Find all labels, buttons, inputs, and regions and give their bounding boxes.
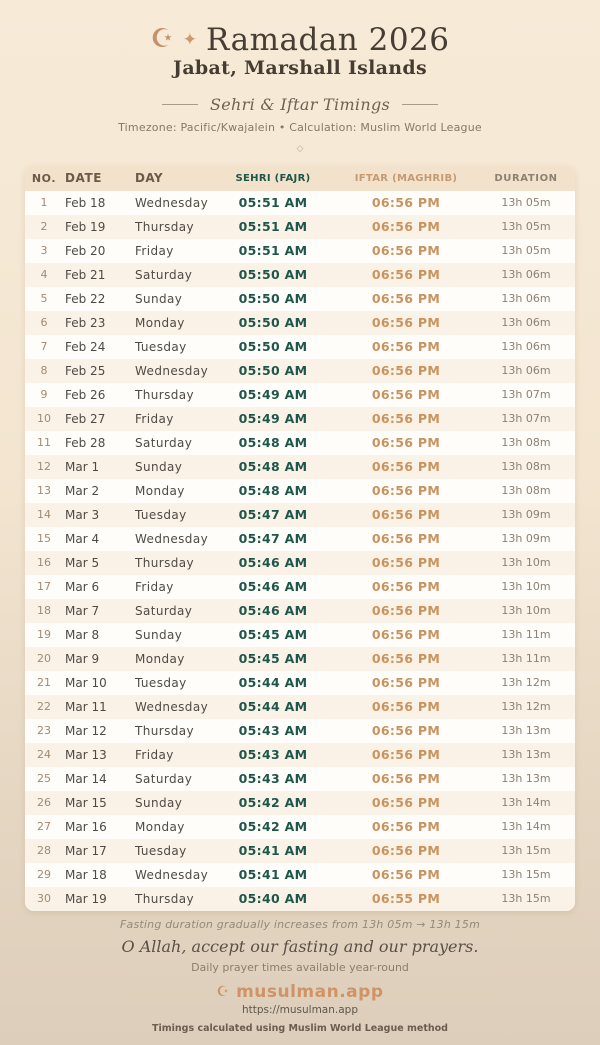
row-duration: 13h 06m (501, 364, 551, 378)
row-day: Thursday (135, 555, 194, 570)
row-date: Mar 1 (65, 459, 100, 474)
table-row (25, 527, 575, 551)
row-duration: 13h 06m (501, 316, 551, 330)
brand-name: musulman.app (236, 981, 384, 1002)
row-sehri-time: 05:43 AM (238, 723, 308, 739)
location-title: Jabat, Marshall Islands (173, 56, 427, 79)
table-row (25, 863, 575, 887)
row-duration: 13h 15m (501, 892, 551, 906)
row-number: 19 (37, 628, 51, 642)
table-row (25, 287, 575, 311)
availability-text: Daily prayer times available year-round (191, 960, 409, 974)
row-number: 29 (37, 868, 51, 882)
row-day: Sunday (135, 459, 183, 474)
row-day: Monday (135, 483, 185, 498)
table-row (25, 767, 575, 791)
row-date: Mar 4 (65, 531, 100, 546)
column-header-duration: DURATION (494, 172, 558, 184)
row-date: Feb 24 (65, 339, 106, 354)
row-number: 8 (40, 364, 48, 378)
row-day: Saturday (135, 603, 193, 618)
row-sehri-time: 05:51 AM (238, 219, 308, 235)
row-iftar-time: 06:56 PM (371, 579, 441, 595)
row-iftar-time: 06:56 PM (371, 435, 441, 451)
table-body (25, 191, 575, 911)
table-row (25, 383, 575, 407)
row-iftar-time: 06:56 PM (371, 795, 441, 811)
row-duration: 13h 08m (501, 436, 551, 450)
row-duration: 13h 12m (501, 700, 551, 714)
row-day: Wednesday (135, 531, 209, 546)
table-header-row (25, 166, 575, 191)
row-day: Wednesday (135, 867, 209, 882)
row-day: Sunday (135, 291, 183, 306)
row-number: 2 (40, 220, 48, 234)
row-duration: 13h 10m (501, 604, 551, 618)
table-row (25, 191, 575, 215)
row-day: Monday (135, 651, 185, 666)
row-day: Saturday (135, 267, 193, 282)
row-sehri-time: 05:50 AM (238, 291, 308, 307)
row-date: Mar 13 (65, 747, 107, 762)
row-sehri-time: 05:40 AM (238, 891, 308, 907)
table-row (25, 695, 575, 719)
row-day: Thursday (135, 219, 194, 234)
row-duration: 13h 13m (501, 724, 551, 738)
row-duration: 13h 09m (501, 532, 551, 546)
brand-url: https://musulman.app (242, 1003, 358, 1016)
row-day: Friday (135, 747, 174, 762)
row-duration: 13h 14m (501, 796, 551, 810)
column-header-day: DAY (135, 170, 163, 185)
row-sehri-time: 05:44 AM (238, 675, 308, 691)
row-iftar-time: 06:56 PM (371, 363, 441, 379)
row-day: Friday (135, 411, 174, 426)
row-duration: 13h 07m (501, 388, 551, 402)
row-number: 13 (37, 484, 51, 498)
row-iftar-time: 06:56 PM (371, 243, 441, 259)
table-row (25, 551, 575, 575)
row-number: 18 (37, 604, 51, 618)
row-number: 16 (37, 556, 51, 570)
row-sehri-time: 05:43 AM (238, 771, 308, 787)
row-sehri-time: 05:45 AM (238, 651, 308, 667)
row-date: Mar 9 (65, 651, 100, 666)
table-row (25, 455, 575, 479)
row-sehri-time: 05:41 AM (238, 867, 308, 883)
table-row (25, 719, 575, 743)
dua-text: O Allah, accept our fasting and our prayers. (121, 936, 479, 956)
row-iftar-time: 06:55 PM (371, 891, 441, 907)
table-row (25, 839, 575, 863)
row-number: 30 (37, 892, 51, 906)
row-date: Feb 21 (65, 267, 106, 282)
row-duration: 13h 05m (501, 196, 551, 210)
row-iftar-time: 06:56 PM (371, 555, 441, 571)
row-number: 11 (37, 436, 51, 450)
row-iftar-time: 06:56 PM (371, 867, 441, 883)
table-row (25, 599, 575, 623)
row-iftar-time: 06:56 PM (371, 507, 441, 523)
row-number: 12 (37, 460, 51, 474)
row-sehri-time: 05:50 AM (238, 363, 308, 379)
table-row (25, 335, 575, 359)
row-day: Saturday (135, 435, 193, 450)
row-duration: 13h 11m (501, 652, 551, 666)
row-iftar-time: 06:56 PM (371, 771, 441, 787)
table-row (25, 503, 575, 527)
row-iftar-time: 06:56 PM (371, 843, 441, 859)
row-sehri-time: 05:50 AM (238, 339, 308, 355)
row-iftar-time: 06:56 PM (371, 315, 441, 331)
row-date: Mar 17 (65, 843, 107, 858)
table-row (25, 479, 575, 503)
row-sehri-time: 05:48 AM (238, 459, 308, 475)
row-date: Feb 23 (65, 315, 106, 330)
diamond-ornament-icon: ◇ (296, 143, 304, 154)
row-iftar-time: 06:56 PM (371, 723, 441, 739)
row-duration: 13h 06m (501, 340, 551, 354)
row-sehri-time: 05:46 AM (238, 603, 308, 619)
row-duration: 13h 14m (501, 820, 551, 834)
brand-row (0, 982, 600, 1002)
table-row (25, 215, 575, 239)
row-sehri-time: 05:41 AM (238, 843, 308, 859)
column-header-date: DATE (65, 170, 103, 185)
row-sehri-time: 05:49 AM (238, 387, 308, 403)
row-date: Mar 16 (65, 819, 107, 834)
row-day: Thursday (135, 387, 194, 402)
header (0, 0, 600, 154)
row-duration: 13h 11m (501, 628, 551, 642)
subtitle-divider-left (162, 104, 198, 105)
row-iftar-time: 06:56 PM (371, 291, 441, 307)
row-sehri-time: 05:46 AM (238, 579, 308, 595)
row-iftar-time: 06:56 PM (371, 411, 441, 427)
row-date: Mar 15 (65, 795, 107, 810)
row-number: 4 (40, 268, 48, 282)
column-header-sehri: SEHRI (FAJR) (235, 172, 311, 184)
row-date: Mar 11 (65, 699, 107, 714)
row-day: Saturday (135, 771, 193, 786)
row-date: Mar 3 (65, 507, 100, 522)
timings-table (25, 166, 575, 911)
row-iftar-time: 06:56 PM (371, 483, 441, 499)
row-date: Mar 19 (65, 891, 107, 906)
row-sehri-time: 05:49 AM (238, 411, 308, 427)
row-sehri-time: 05:47 AM (238, 531, 308, 547)
row-duration: 13h 05m (501, 244, 551, 258)
table-row (25, 647, 575, 671)
row-date: Mar 5 (65, 555, 100, 570)
row-date: Feb 22 (65, 291, 106, 306)
row-iftar-time: 06:56 PM (371, 675, 441, 691)
row-sehri-time: 05:47 AM (238, 507, 308, 523)
row-iftar-time: 06:56 PM (371, 219, 441, 235)
row-date: Mar 12 (65, 723, 107, 738)
row-number: 10 (37, 412, 51, 426)
row-duration: 13h 10m (501, 556, 551, 570)
row-duration: 13h 13m (501, 772, 551, 786)
table-row (25, 263, 575, 287)
row-iftar-time: 06:56 PM (371, 819, 441, 835)
row-date: Feb 19 (65, 219, 106, 234)
sparkle-icon: ✦ (182, 29, 198, 50)
row-number: 9 (40, 388, 48, 402)
table-row (25, 575, 575, 599)
row-date: Mar 10 (65, 675, 107, 690)
row-duration: 13h 10m (501, 580, 551, 594)
table-row (25, 359, 575, 383)
row-iftar-time: 06:56 PM (371, 267, 441, 283)
row-duration: 13h 08m (501, 460, 551, 474)
row-sehri-time: 05:48 AM (238, 435, 308, 451)
row-sehri-time: 05:45 AM (238, 627, 308, 643)
row-date: Feb 20 (65, 243, 106, 258)
table-row (25, 239, 575, 263)
row-number: 17 (37, 580, 51, 594)
row-date: Feb 28 (65, 435, 106, 450)
table-row (25, 407, 575, 431)
row-iftar-time: 06:56 PM (371, 651, 441, 667)
column-header-iftar: IFTAR (MAGHRIB) (354, 172, 458, 184)
row-day: Friday (135, 243, 174, 258)
row-number: 15 (37, 532, 51, 546)
row-iftar-time: 06:56 PM (371, 627, 441, 643)
page-title: Ramadan 2026 (206, 22, 450, 58)
row-number: 24 (37, 748, 51, 762)
star-and-crescent-icon: ☪ (150, 24, 174, 55)
row-sehri-time: 05:48 AM (238, 483, 308, 499)
subtitle-row (0, 95, 600, 114)
row-number: 27 (37, 820, 51, 834)
row-date: Feb 26 (65, 387, 106, 402)
calculation-method-note: Timings calculated using Muslim World League method (152, 1022, 448, 1034)
row-iftar-time: 06:56 PM (371, 531, 441, 547)
row-duration: 13h 06m (501, 292, 551, 306)
row-duration: 13h 15m (501, 868, 551, 882)
row-number: 3 (40, 244, 48, 258)
row-date: Feb 25 (65, 363, 106, 378)
row-day: Monday (135, 819, 185, 834)
row-day: Sunday (135, 795, 183, 810)
table-row (25, 887, 575, 911)
row-number: 21 (37, 676, 51, 690)
row-sehri-time: 05:43 AM (238, 747, 308, 763)
row-day: Wednesday (135, 195, 209, 210)
row-iftar-time: 06:56 PM (371, 195, 441, 211)
table-row (25, 743, 575, 767)
subtitle: Sehri & Iftar Timings (210, 94, 390, 114)
row-date: Mar 14 (65, 771, 107, 786)
row-day: Tuesday (135, 675, 187, 690)
row-duration: 13h 07m (501, 412, 551, 426)
table-row (25, 815, 575, 839)
brand-crescent-icon: ☪ (216, 983, 230, 1000)
row-day: Tuesday (135, 843, 187, 858)
row-date: Mar 2 (65, 483, 100, 498)
timezone-calculation-meta: Timezone: Pacific/Kwajalein • Calculation: Muslim World League (118, 120, 482, 134)
row-sehri-time: 05:42 AM (238, 795, 308, 811)
row-date: Mar 8 (65, 627, 100, 642)
row-duration: 13h 06m (501, 268, 551, 282)
row-sehri-time: 05:42 AM (238, 819, 308, 835)
row-duration: 13h 15m (501, 844, 551, 858)
row-date: Feb 18 (65, 195, 106, 210)
row-sehri-time: 05:50 AM (238, 267, 308, 283)
row-date: Mar 6 (65, 579, 100, 594)
row-number: 6 (40, 316, 48, 330)
row-duration: 13h 13m (501, 748, 551, 762)
row-day: Thursday (135, 723, 194, 738)
row-number: 20 (37, 652, 51, 666)
title-row (0, 24, 600, 57)
row-iftar-time: 06:56 PM (371, 603, 441, 619)
row-sehri-time: 05:51 AM (238, 243, 308, 259)
row-number: 28 (37, 844, 51, 858)
row-duration: 13h 09m (501, 508, 551, 522)
row-number: 25 (37, 772, 51, 786)
row-duration: 13h 12m (501, 676, 551, 690)
row-date: Mar 7 (65, 603, 100, 618)
row-iftar-time: 06:56 PM (371, 387, 441, 403)
row-duration: 13h 05m (501, 220, 551, 234)
footer (0, 918, 600, 1034)
row-number: 23 (37, 724, 51, 738)
table-row (25, 671, 575, 695)
row-day: Wednesday (135, 363, 209, 378)
row-number: 7 (40, 340, 48, 354)
row-iftar-time: 06:56 PM (371, 699, 441, 715)
row-number: 26 (37, 796, 51, 810)
table-row (25, 623, 575, 647)
row-day: Tuesday (135, 507, 187, 522)
row-number: 5 (40, 292, 48, 306)
row-day: Sunday (135, 627, 183, 642)
row-sehri-time: 05:46 AM (238, 555, 308, 571)
fasting-duration-note: Fasting duration gradually increases from 13h 05m → 13h 15m (120, 917, 480, 931)
row-day: Friday (135, 579, 174, 594)
subtitle-divider-right (402, 104, 438, 105)
row-day: Monday (135, 315, 185, 330)
row-duration: 13h 08m (501, 484, 551, 498)
row-day: Wednesday (135, 699, 209, 714)
row-date: Feb 27 (65, 411, 106, 426)
row-number: 14 (37, 508, 51, 522)
row-day: Tuesday (135, 339, 187, 354)
row-sehri-time: 05:44 AM (238, 699, 308, 715)
row-iftar-time: 06:56 PM (371, 747, 441, 763)
table-row (25, 311, 575, 335)
row-number: 22 (37, 700, 51, 714)
table-row (25, 431, 575, 455)
row-date: Mar 18 (65, 867, 107, 882)
row-sehri-time: 05:51 AM (238, 195, 308, 211)
row-iftar-time: 06:56 PM (371, 459, 441, 475)
row-iftar-time: 06:56 PM (371, 339, 441, 355)
row-day: Thursday (135, 891, 194, 906)
column-header-no: NO. (31, 171, 57, 185)
row-number: 1 (40, 196, 48, 210)
table-row (25, 791, 575, 815)
row-sehri-time: 05:50 AM (238, 315, 308, 331)
